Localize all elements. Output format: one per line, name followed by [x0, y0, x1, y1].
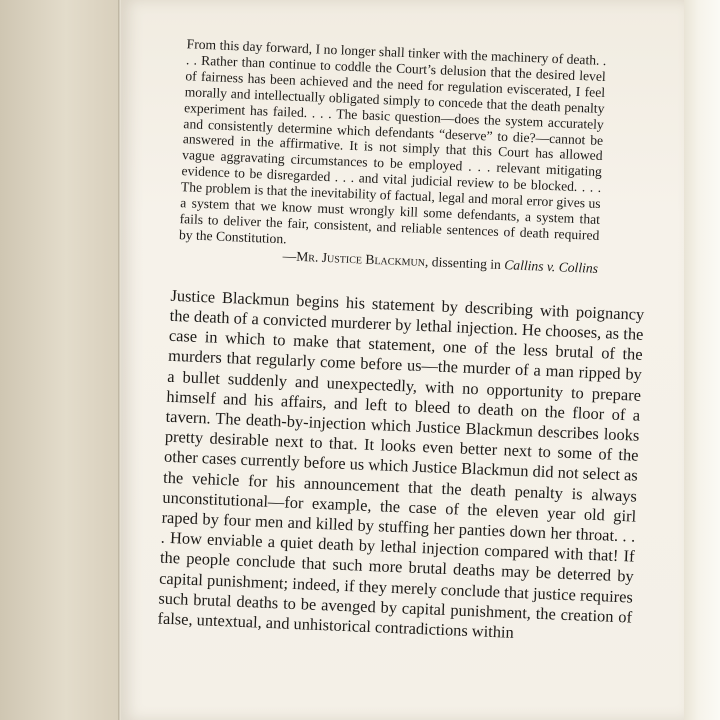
body-paragraph [157, 286, 644, 648]
body-text: Justice Blackmun begins his statement by describing with poignancy the death of a convicted murderer by lethal injection. He chooses, as the case in which to make that statement, one of the less brutal of the murders that regularly come before us—the murder of a man ripped by a bullet suddenly and unexpectedly, with no opportunity to prepare himself and his affairs, and left to bleed to death on the floor of a tavern. The death-by-injection which Justice Blackmun describes looks pretty desirable next to that. It looks even better next to some of the other cases currently before us which Justice Blackmun did not select as the vehicle for his announcement that the death penalty is always unconstitutional—for example, the case of the eleven year old girl raped by four men and killed by stuffing her panties down her throat. . . . How enviable a quiet death by lethal injection compared with that! If the people conclude that such more brutal deaths may be deterred by capital punishment; indeed, if they merely conclude that justice requires such brutal deaths to be avenged by capital punishment, the creation of false, untextual, and unhistorical contradictions within [157, 285, 645, 642]
previous-page-edge [0, 0, 120, 720]
attribution-dash: — [282, 248, 297, 264]
page-content [157, 36, 660, 648]
attribution-middle: , dissenting in [424, 253, 505, 272]
epigraph-quote [179, 36, 607, 259]
attribution-author: Mr. Justice Blackmun [295, 248, 426, 269]
epigraph-text: From this day forward, I no longer shall tinker with the machinery of death. . . . Rather than continue to coddle the Court’s delusion that the desired level of fairness has been achieved and the need for regulation eviscerated, I feel morally and intellectually obligated simply to concede that the death penalty experiment has failed. . . . The basic question—does the system accurately and consistently determine which defendants “deserve” to die?—cannot be answered in the affirmative. It is not simply that this Court has allowed vague aggravating circumstances to be employed . . . relevant mitigating evidence to be disregarded . . . and vital judicial review to be blocked. . . . The problem is that the inevitability of factual, legal and moral error gives us a system that we know must wrongly kill some defendants, a system that fails to deliver the fair, consistent, and reliable sentences of death required by the Constitution. [178, 36, 607, 247]
table-surface [684, 0, 720, 720]
attribution-case: Callins v. Collins [503, 256, 599, 276]
book-page [121, 0, 684, 720]
